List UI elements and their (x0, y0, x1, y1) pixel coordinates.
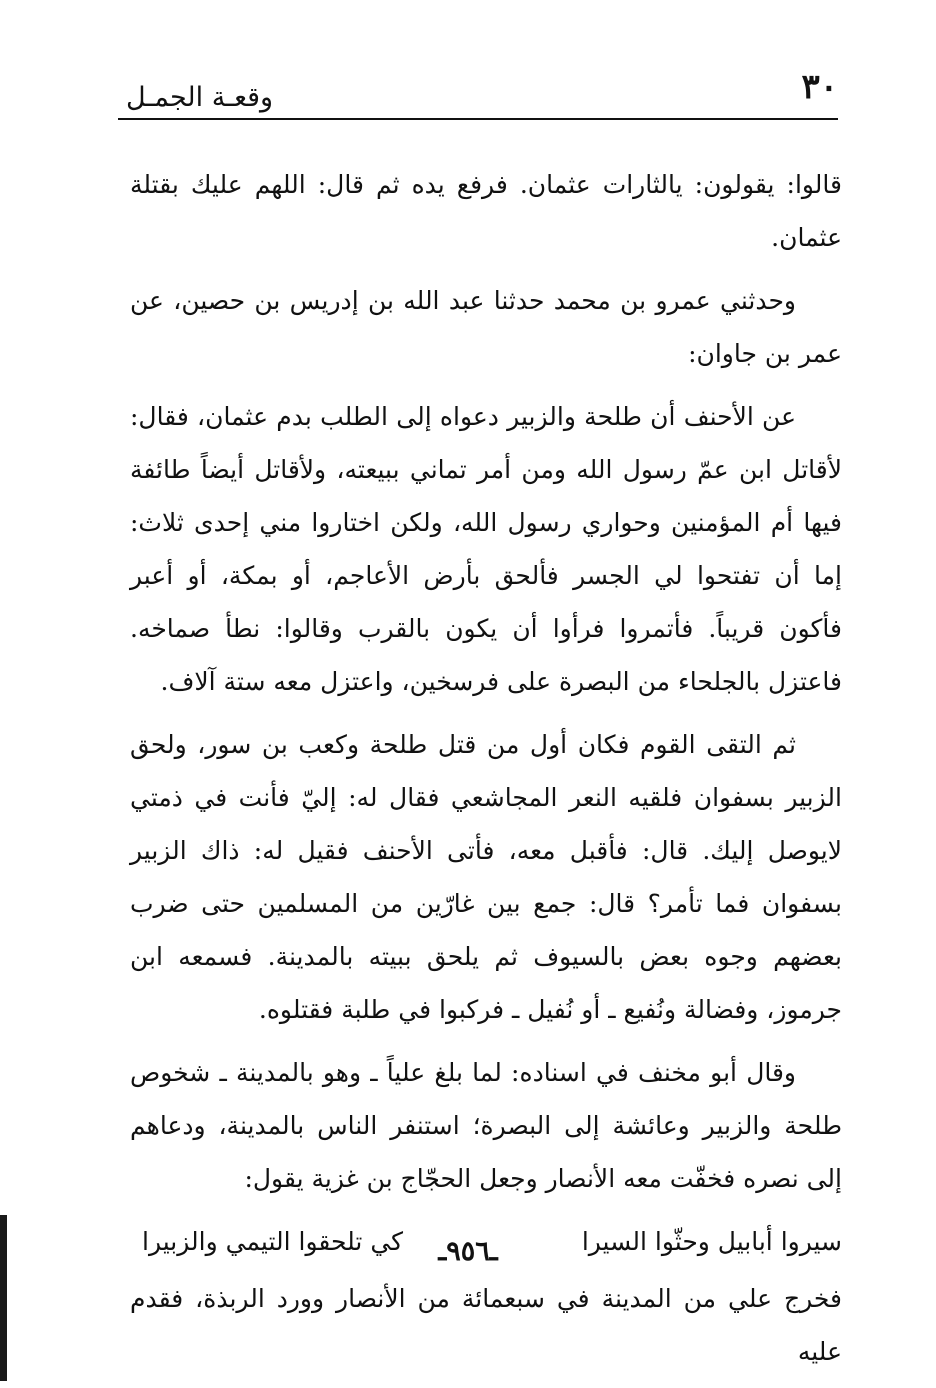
running-title: وقعـة الجمـل (126, 82, 274, 113)
page-number: ـ٩٥٦ـ (438, 1236, 498, 1267)
poem-first-hemistich: سيروا أبابيل وحثّوا السيرا (581, 1227, 842, 1256)
paragraph-1: قالوا: يقولون: يالثارات عثمان. فرفع يده ثم قال: اللهم عليك بقتلة عثمان. (130, 170, 842, 252)
header-rule (118, 118, 838, 120)
chapter-number: ٣٠ (801, 67, 838, 107)
page-header (118, 67, 838, 122)
paragraph-5: وقال أبو مخنف في اسناده: لما بلغ علياً ـ وهو بالمدينة ـ شخوص طلحة والزبير وعائشة إلى البصرة؛ استنفر الناس بالمدينة، ودعاهم إلى نصره فخفّت معه الأنصار وجعل الحجّاج بن غزية يقول: (130, 1058, 842, 1193)
paragraph-4: ثم التقى القوم فكان أول من قتل طلحة وكعب بن سور، ولحق الزبير بسفوان فلقيه النعر المجاشعي فقال له: إليّ فأنت في ذمتي لايوصل إليك. قال: فأقبل معه، فأتى الأحنف فقيل له: ذاك الزبير بسفوان فما تأمر؟ قال: جمع بين غارّين من المسلمين حتى ضرب بعضهم وجوه بعض بالسيوف ثم يلحق ببيته بالمدينة. فسمعه ابن جرموز، وفضالة ونُفيع ـ أو نُفيل ـ فركبوا في طلبة فقتلوه. (130, 730, 842, 1024)
page-body (130, 158, 842, 1388)
poem-second-hemistich: كي تلحقوا التيمي والزبيرا (142, 1227, 404, 1256)
paragraph-3: عن الأحنف أن طلحة والزبير دعواه إلى الطلب بدم عثمان، فقال: لأقاتل ابن عمّ رسول الله ومن أمر تماني ببيعته، ولأقاتل أيضاً طائفة فيها أم المؤمنين وحواري رسول الله، ولكن اختاروا مني إحدى ثلاث: إما أن تفتحوا لي الجسر فألحق بأرض الأعاجم، أو بمكة، أو أعبر فأكون قريباً. فأتمروا فرأوا أن يكون بالقرب وقالوا: نطأ صماخه. فاعتزل بالجلحاء من البصرة على فرسخين، واعتزل معه ستة آلاف. (130, 402, 842, 696)
closing-paragraph: فخرج علي من المدينة في سبعمائة من الأنصار وورد الربذة، فقدم عليه (130, 1284, 842, 1366)
paragraph-2: وحدثني عمرو بن محمد حدثنا عبد الله بن إدريس بن حصين، عن عمر بن جاوان: (130, 286, 842, 368)
